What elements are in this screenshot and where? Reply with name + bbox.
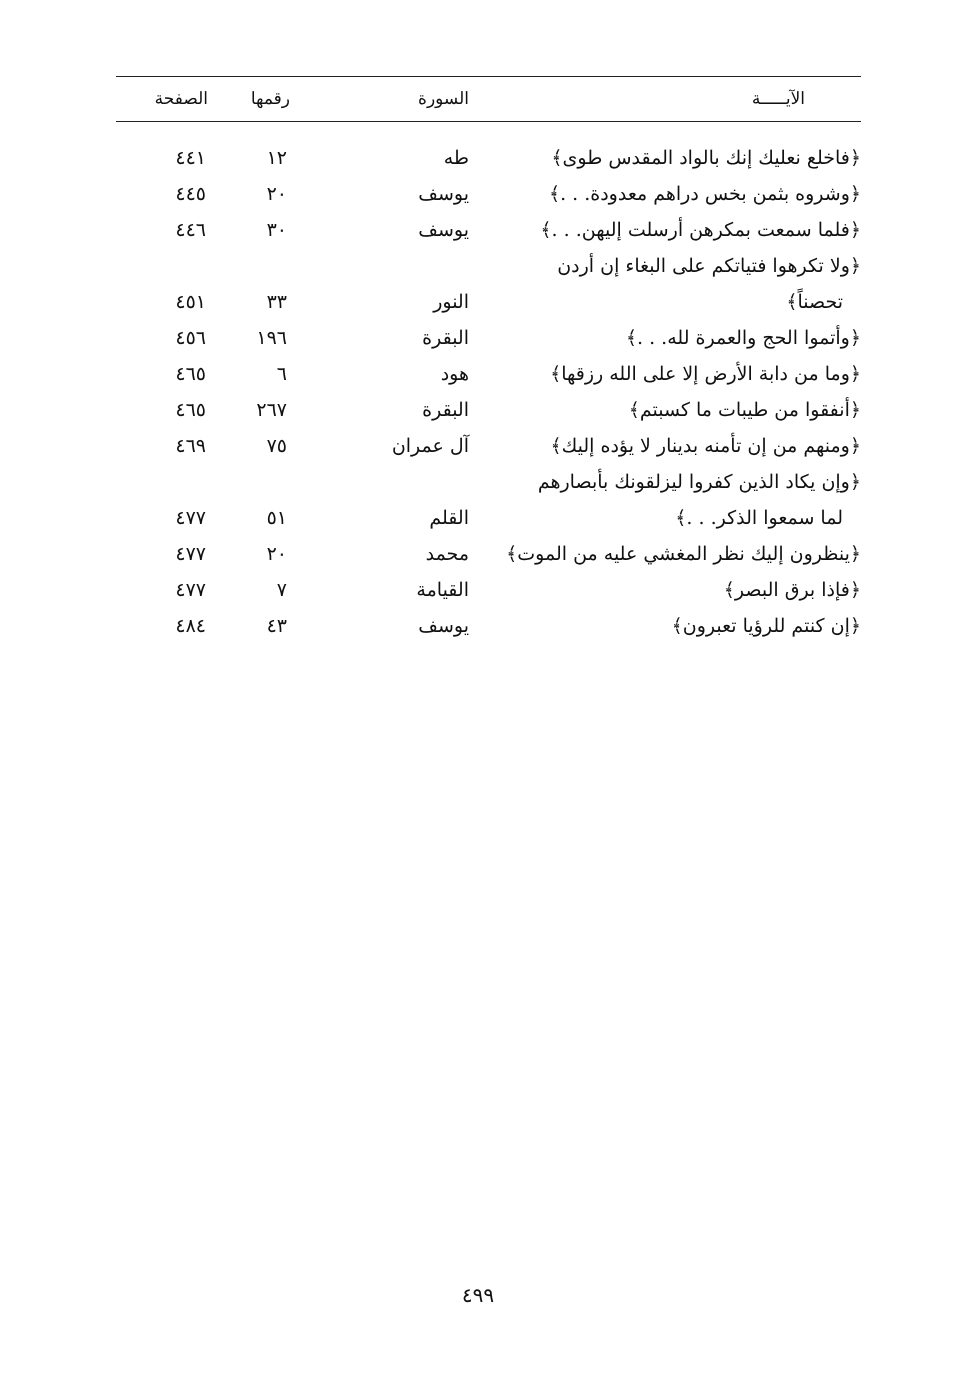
surah-cell: يوسف xyxy=(418,615,469,637)
ayah-cell xyxy=(471,428,861,464)
header-surah: السورة xyxy=(418,89,469,109)
table-row xyxy=(116,608,861,644)
ayah-text: ﴿وما من دابة الأرض إلا على الله رزقها﴾ xyxy=(550,363,861,385)
ayah-text: ﴿ينظرون إليك نظر المغشي عليه من الموت﴾ xyxy=(506,543,861,565)
table-row xyxy=(116,572,861,608)
number-cell: ١٢ xyxy=(266,147,287,169)
ayah-text: ﴿ولا تكرهوا فتياتكم على البغاء إن أردن xyxy=(557,255,861,277)
header-ayah: الآيـــــة xyxy=(751,89,805,109)
ayah-text: ﴿فلما سمعت بمكرهن أرسلت إليهن. . .﴾ xyxy=(540,219,861,241)
table-row xyxy=(116,464,861,536)
ayah-cell xyxy=(471,572,861,608)
ayah-text: ﴿وإن يكاد الذين كفروا ليزلقونك بأبصارهم xyxy=(537,471,861,493)
table-row xyxy=(116,392,861,428)
ayah-text: ﴿أنفقوا من طيبات ما كسبتم﴾ xyxy=(628,399,861,421)
table-row xyxy=(116,428,861,464)
ayah-cell xyxy=(471,140,861,176)
surah-cell: محمد xyxy=(425,543,469,565)
ayah-text: ﴿ومنهم من إن تأمنه بدينار لا يؤده إليك﴾ xyxy=(550,435,861,457)
number-cell: ٢٠ xyxy=(266,183,287,205)
number-cell: ٢٠ xyxy=(266,543,287,565)
page-cell: ٤٧٧ xyxy=(175,543,206,565)
header-page: الصفحة xyxy=(154,89,208,109)
number-cell: ٧٥ xyxy=(266,435,287,457)
surah-cell: القيامة xyxy=(416,579,469,601)
page-cell: ٤٥٦ xyxy=(175,327,206,349)
page-cell: ٤٧٧ xyxy=(175,579,206,601)
table-row xyxy=(116,536,861,572)
table-row xyxy=(116,356,861,392)
page-cell: ٤٥١ xyxy=(175,291,206,313)
page-cell: ٤٦٩ xyxy=(175,435,206,457)
number-cell: ٤٣ xyxy=(266,615,287,637)
header-number: رقمها xyxy=(250,89,290,109)
ayah-cell xyxy=(471,176,861,212)
ayah-text: ﴿فاخلع نعليك إنك بالواد المقدس طوى﴾ xyxy=(551,147,861,169)
table-row xyxy=(116,176,861,212)
surah-cell: طه xyxy=(443,147,469,169)
surah-cell: يوسف xyxy=(418,219,469,241)
table-row xyxy=(116,140,861,176)
page-cell: ٤٦٥ xyxy=(175,363,206,385)
ayah-cell xyxy=(471,212,861,248)
table-header xyxy=(116,77,861,121)
number-cell: ٧ xyxy=(276,579,287,601)
number-cell: ١٩٦ xyxy=(256,327,287,349)
ayah-cell xyxy=(471,248,861,320)
table-row xyxy=(116,212,861,248)
ayah-text-continued: لما سمعوا الذكر. . .﴾ xyxy=(675,507,843,529)
surah-cell: يوسف xyxy=(418,183,469,205)
number-cell: ٦ xyxy=(276,363,287,385)
surah-cell: البقرة xyxy=(422,399,469,421)
table-body xyxy=(116,140,861,644)
ayah-cell xyxy=(471,392,861,428)
surah-cell: القلم xyxy=(429,507,469,529)
ayah-text-continued: تحصناً﴾ xyxy=(786,291,843,313)
ayah-text: ﴿وشروه بثمن بخس دراهم معدودة. . .﴾ xyxy=(548,183,861,205)
page-cell: ٤٦٥ xyxy=(175,399,206,421)
surah-cell: البقرة xyxy=(422,327,469,349)
ayah-cell xyxy=(471,608,861,644)
ayah-cell xyxy=(471,536,861,572)
surah-cell: النور xyxy=(433,291,469,313)
index-table xyxy=(116,76,861,644)
number-cell: ٥١ xyxy=(266,507,287,529)
page-cell: ٤٧٧ xyxy=(175,507,206,529)
table-row xyxy=(116,320,861,356)
page-cell: ٤٤٦ xyxy=(175,219,206,241)
page-cell: ٤٤١ xyxy=(175,147,206,169)
page-number: ٤٩٩ xyxy=(461,1283,495,1307)
surah-cell: هود xyxy=(440,363,469,385)
header-rule xyxy=(116,121,861,122)
number-cell: ٣٠ xyxy=(266,219,287,241)
table-row xyxy=(116,248,861,320)
ayah-cell xyxy=(471,320,861,356)
ayah-text: ﴿فإذا برق البصر﴾ xyxy=(723,579,861,601)
number-cell: ٢٦٧ xyxy=(256,399,287,421)
page-cell: ٤٨٤ xyxy=(175,615,206,637)
ayah-cell xyxy=(471,356,861,392)
ayah-text: ﴿إن كنتم للرؤيا تعبرون﴾ xyxy=(671,615,861,637)
page-cell: ٤٤٥ xyxy=(175,183,206,205)
ayah-cell xyxy=(471,464,861,536)
ayah-text: ﴿وأتموا الحج والعمرة لله. . .﴾ xyxy=(625,327,861,349)
surah-cell: آل عمران xyxy=(391,435,469,457)
number-cell: ٣٣ xyxy=(266,291,287,313)
